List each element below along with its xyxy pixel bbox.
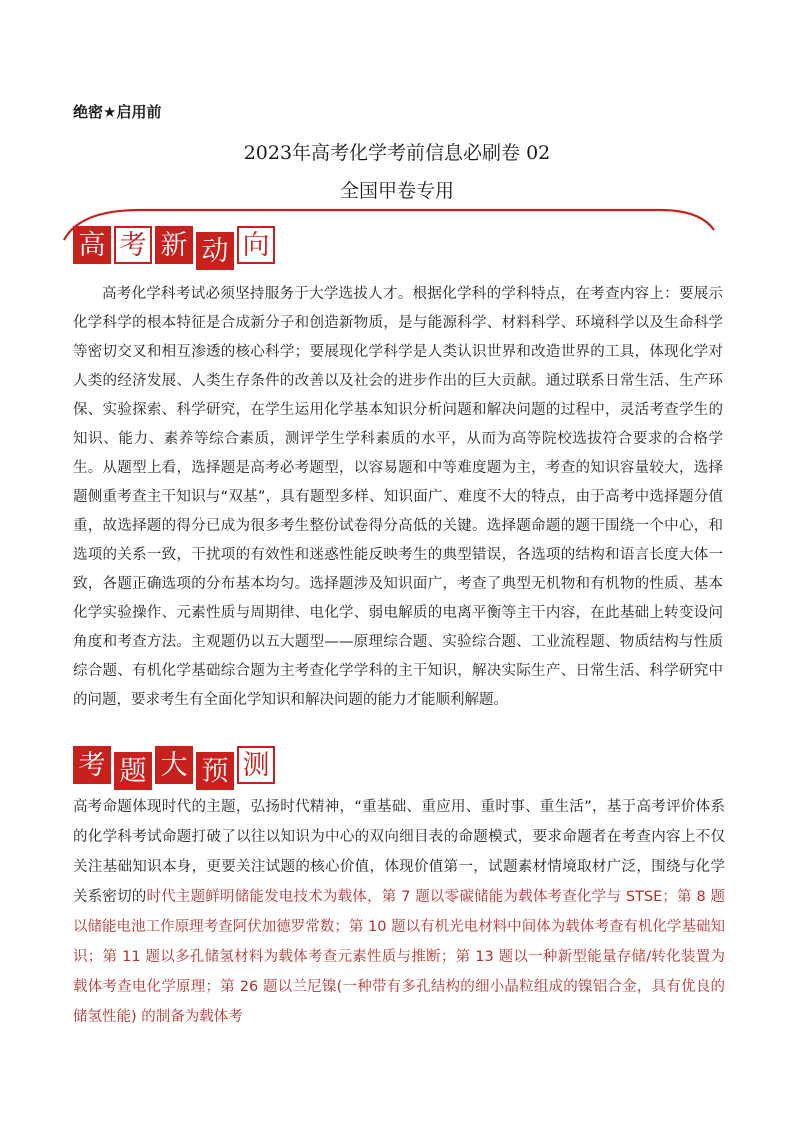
banner-char: 预 [196, 752, 234, 790]
predictions-highlight-text: 时代主题鲜明储能发电技术为载体，第 7 题以零碳储能为载体考查化学与 STSE；第 8 题以储能电池工作原理考查阿伏加德罗常数；第 10 题以有机光电材料中间体为载体考查有机化学基础知识；第 11 题以多孔储氢材料为载体考查元素性质与推断；第 13 题以一种新型能量存储/转化装置为载体考查电化学原理；第 26 题以兰尼镍(一种带有多孔结构的细小晶粒组成的镍铝合金，具有优良的储氢性能) 的制备为载体考 [73, 889, 726, 1025]
banner-char: 向 [237, 226, 275, 264]
banner-char: 考 [114, 226, 152, 264]
banner-char: 测 [237, 746, 275, 784]
predictions-text: 高考命题体现时代的主题，弘扬时代精神，“重基础、重应用、重时事、重生活”，基于高考评价体系的化学科考试命题打破了以往以知识为中心的双向细目表的命题模式，要求命题者在考查内容上不仅关注基础知识本身，更要关注试题的核心价值，体现价值第一，试题素材情境取材广泛，围绕与化学关系密切的 [73, 799, 725, 905]
section-predictions-paragraph [73, 792, 725, 1032]
banner-char: 题 [114, 752, 152, 790]
paper-title: 2023年高考化学考前信息必刷卷 02 [243, 142, 551, 164]
section-banner-new-trends [73, 226, 278, 270]
banner-char: 高 [73, 226, 111, 264]
banner-char: 动 [196, 232, 234, 270]
banner-char: 新 [155, 226, 193, 264]
section-banner-predictions [73, 746, 278, 790]
paper-subtitle: 全国甲卷专用 [339, 180, 454, 202]
confidential-label: 绝密★启用前 [73, 103, 162, 121]
banner-char: 大 [155, 746, 193, 784]
banner-char: 考 [73, 746, 111, 784]
section-new-trends-paragraph: 高考化学科考试必须坚持服务于大学选拔人才。根据化学科的学科特点，在考查内容上：要展示化学科学的根本特征是合成新分子和创造新物质，是与能源科学、材料科学、环境科学以及生命科学等密切交叉和相互渗透的核心科学；要展现化学科学是人类认识世界和改造世界的工具，体现化学对人类的经济发展、人类生存条件的改善以及社会的进步作出的巨大贡献。通过联系日常生活、生产环保、实验探索、科学研究，在学生运用化学基本知识分析问题和解决问题的过程中，灵活考查学生的知识、能力、素养等综合素质，测评学生学科素质的水平，从而为高等院校选拔符合要求的合格学生。从题型上看，选择题是高考必考题型，以容易题和中等难度题为主，考查的知识容量较大，选择题侧重考查主干知识与“双基”，具有题型多样、知识面广、难度不大的特点，由于高考中选择题分值重，故选择题的得分已成为很多考生整份试卷得分高低的关键。选择题命题的题干围绕一个中心，和选项的关系一致，干扰项的有效性和迷惑性能反映考生的典型错误，各选项的结构和语言长度大体一致，各题正确选项的分布基本均匀。选择题涉及知识面广，考查了典型无机物和有机物的性质、基本化学实验操作、元素性质与周期律、电化学、弱电解质的电离平衡等主干内容，在此基础上转变设问角度和考查方法。主观题仍以五大题型——原理综合题、实验综合题、工业流程题、物质结构与性质综合题、有机化学基础综合题为主考查化学学科的主干知识，解决实际生产、日常生活、科学研究中的问题，要求考生有全面化学知识和解决问题的能力才能顺利解题。 [73, 286, 723, 708]
